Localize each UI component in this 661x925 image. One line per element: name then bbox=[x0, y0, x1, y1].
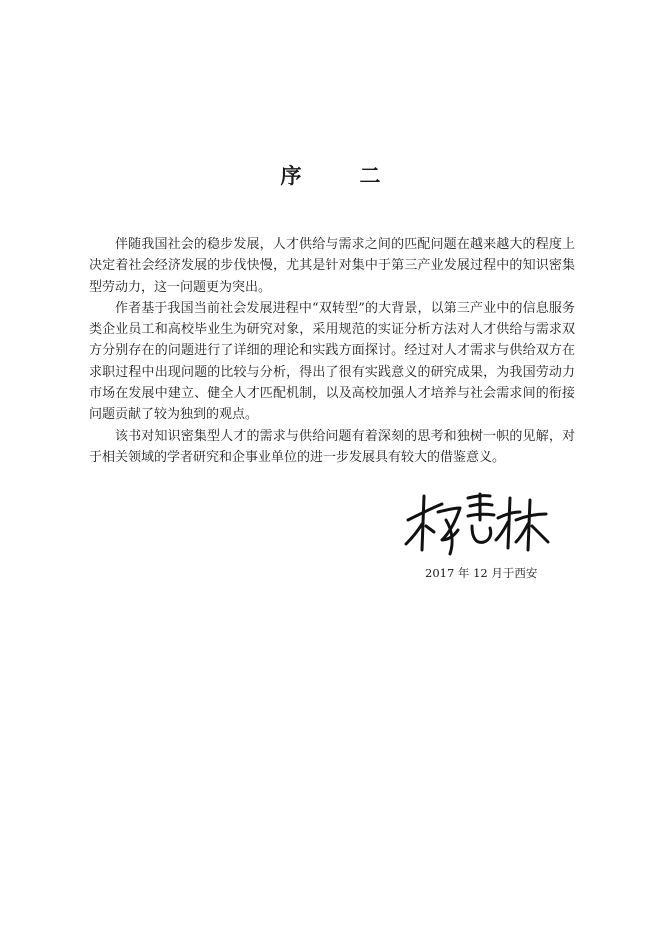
paragraph: 伴随我国社会的稳步发展，人才供给与需求之间的匹配问题在越来越大的程度上决定着社会经济发展的步伐快慢，尤其是针对集中于第三产业发展过程中的知识密集型劳动力，这一问题更为突出。 bbox=[89, 237, 575, 295]
title-char-right: 二 bbox=[359, 163, 381, 188]
signature-date: 2017 年 12 月于西安 bbox=[425, 566, 538, 580]
page-title bbox=[0, 160, 661, 190]
paragraph: 该书对知识密集型人才的需求与供给问题有着深刻的思考和独树一帜的见解，对于相关领域的学者研究和企事业单位的进一步发展具有较大的借鉴意义。 bbox=[89, 428, 575, 465]
preface-body bbox=[89, 234, 575, 468]
handwritten-signature bbox=[402, 490, 552, 560]
title-char-left: 序 bbox=[280, 163, 302, 188]
paragraph: 作者基于我国当前社会发展进程中“双转型”的大背景，以第三产业中的信息服务类企业员工和高校毕业生为研究对象，采用规范的实证分析方法对人才供给与需求双方分别存在的问题进行了详细的理论和实践方面探讨。经过对人才需求与供给双方在求职过程中出现问题的比较与分析，得出了很有实践意义的研究成果，为我国劳动力市场在发展中建立、健全人才匹配机制，以及高校加强人才培养与社会需求间的衔接问题贡献了较为独到的观点。 bbox=[89, 300, 575, 423]
